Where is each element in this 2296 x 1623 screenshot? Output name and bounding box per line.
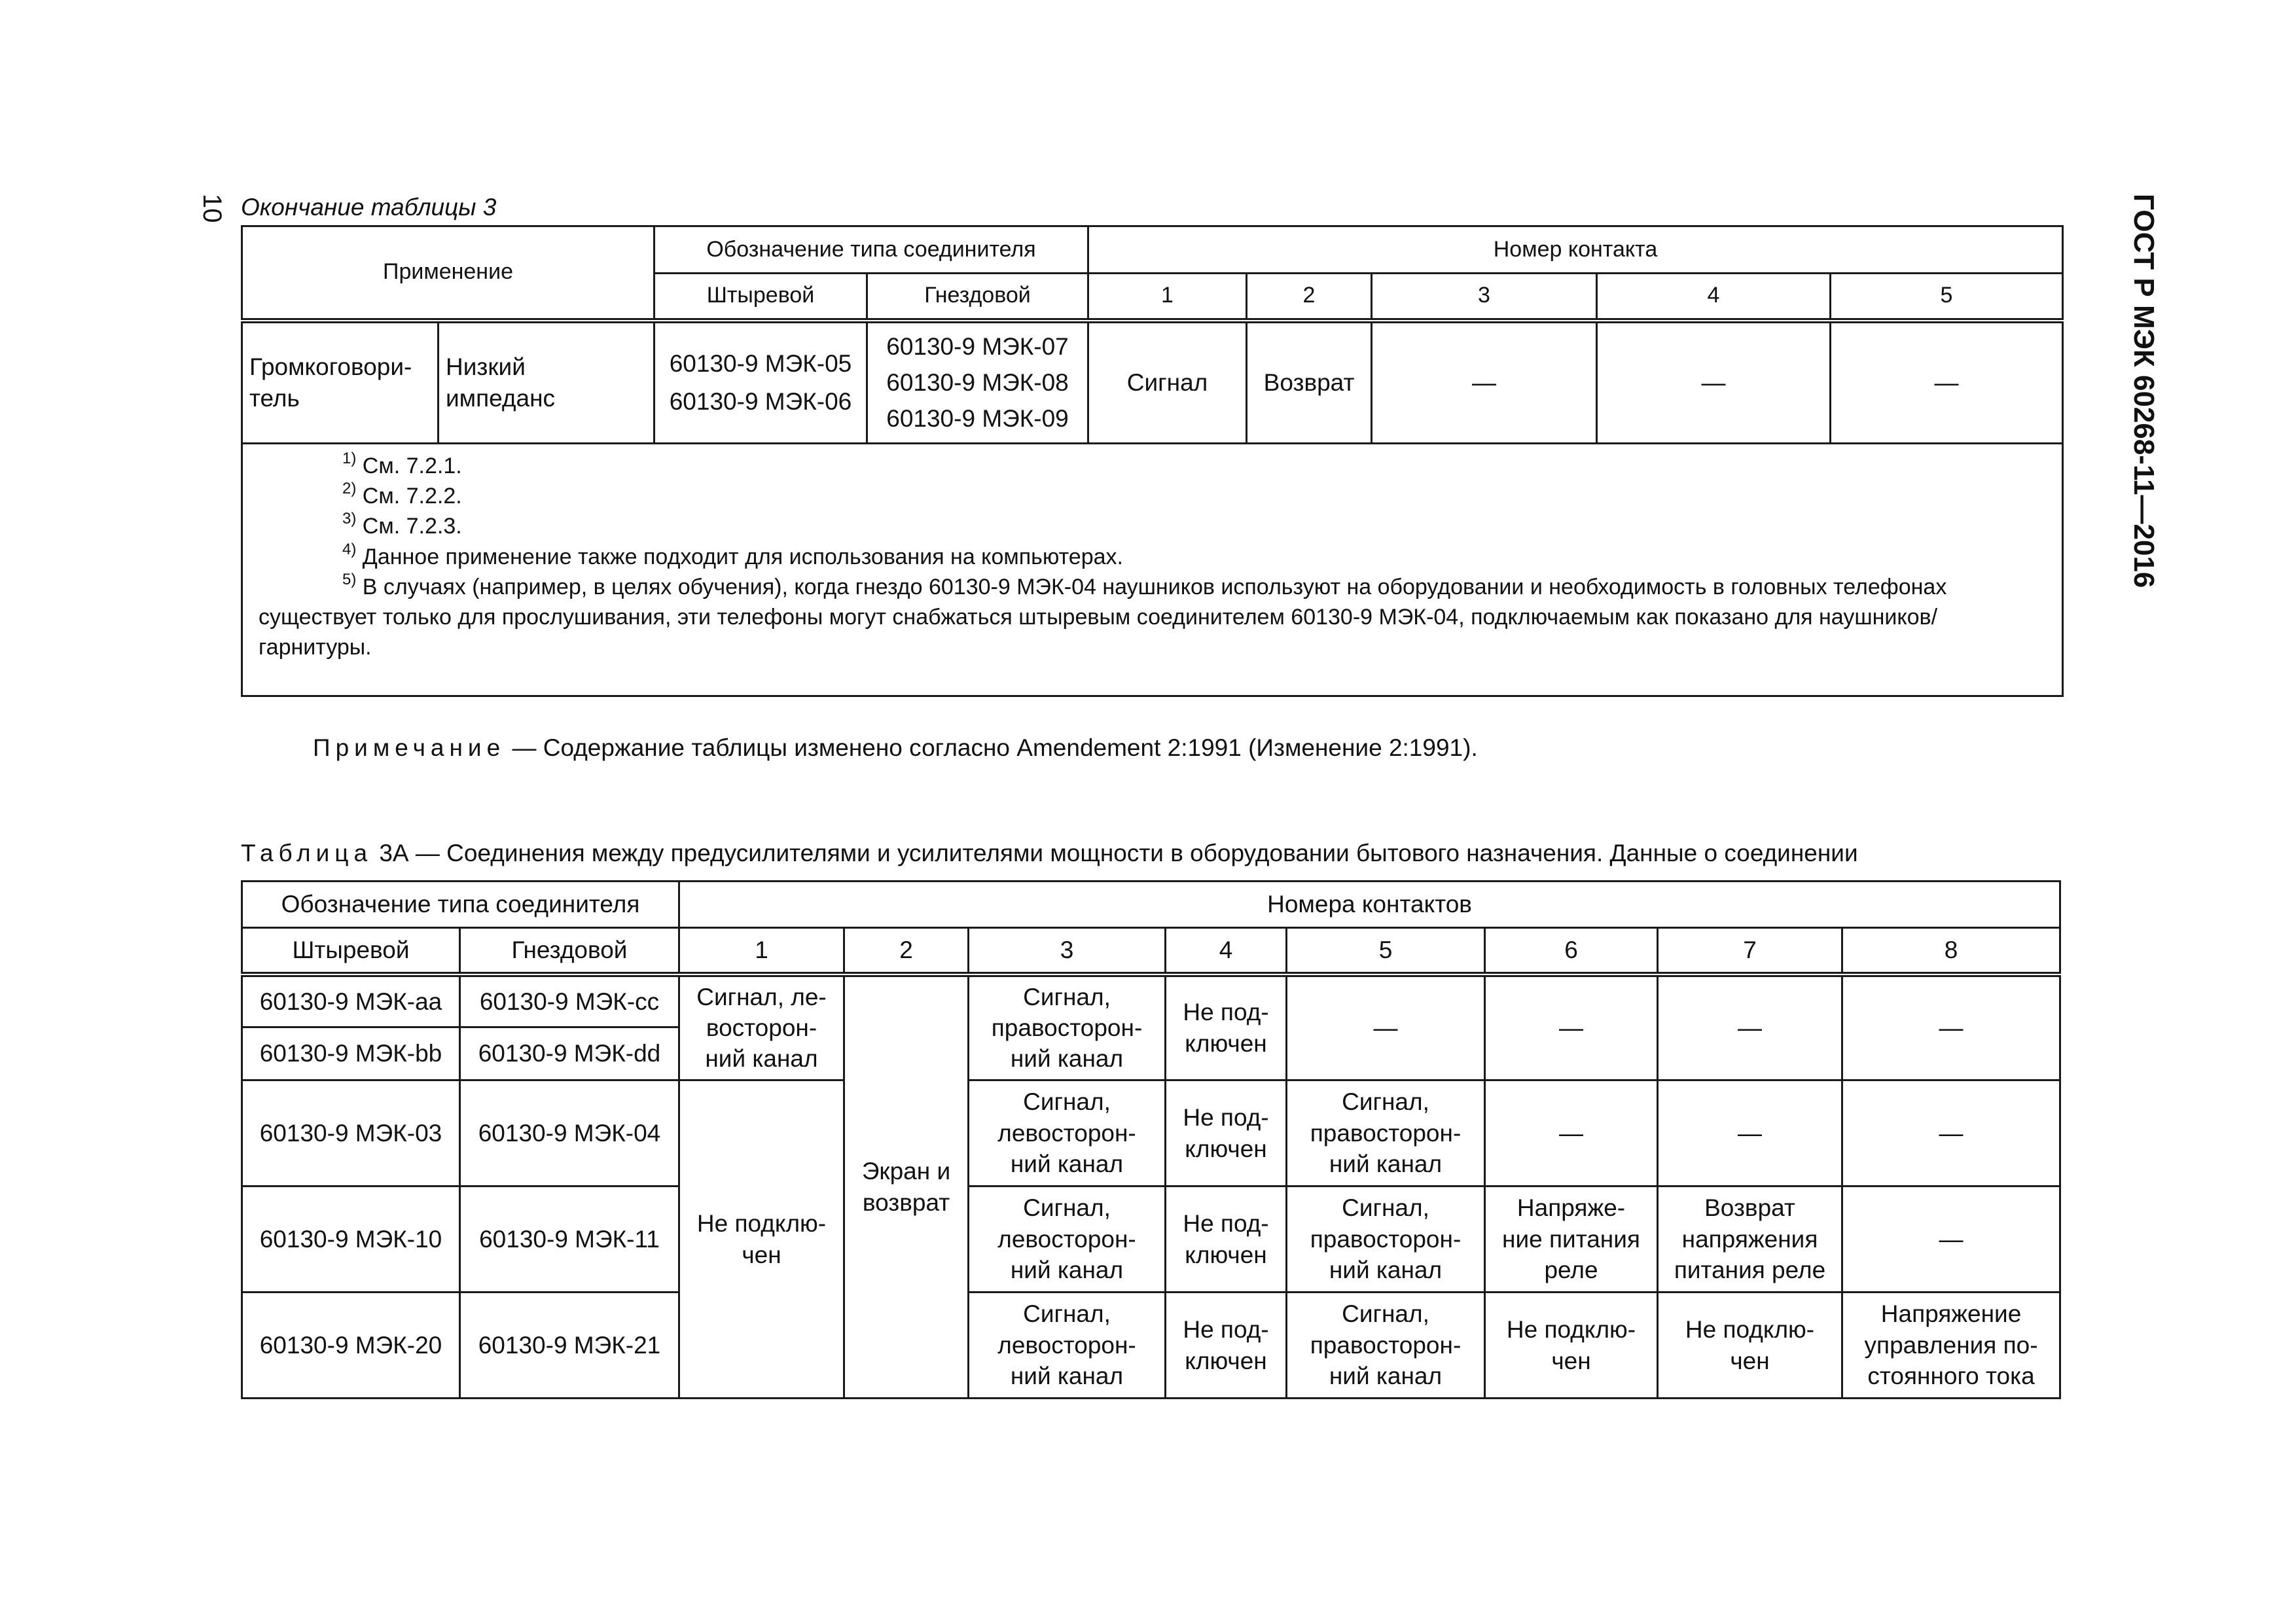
t3-header-contact-5: 5 bbox=[1831, 274, 2063, 321]
t3a-pin: 60130-9 МЭК-bb bbox=[242, 1027, 460, 1080]
t3a-pin: 60130-9 МЭК-aa bbox=[242, 974, 460, 1027]
t3a-socket: 60130-9 МЭК-21 bbox=[460, 1293, 679, 1399]
t3a-r4-contact-3: Сигнал, левосторон- ний канал bbox=[969, 1186, 1166, 1293]
table-row bbox=[242, 1186, 2060, 1293]
t3a-r4-contact-5: Сигнал, правосторон- ний канал bbox=[1287, 1186, 1485, 1293]
t3a-pin: 60130-9 МЭК-10 bbox=[242, 1186, 460, 1293]
t3-contact-5-value: — bbox=[1831, 321, 2063, 444]
t3a-header-contact-4: 4 bbox=[1166, 928, 1287, 974]
t3a-r4-contact-7: Возврат напряжения питания реле bbox=[1658, 1186, 1842, 1293]
t3a-socket: 60130-9 МЭК-11 bbox=[460, 1186, 679, 1293]
t3a-socket: 60130-9 МЭК-cc bbox=[460, 974, 679, 1027]
t3a-pin: 60130-9 МЭК-20 bbox=[242, 1293, 460, 1399]
table-row bbox=[242, 1293, 2060, 1399]
t3a-header-contact-8: 8 bbox=[1842, 928, 2060, 974]
t3a-g1-contact-3: Сигнал, правосторон- ний канал bbox=[969, 974, 1166, 1080]
footnote-3: $^{3)}$ См. 7.2.3. bbox=[342, 510, 462, 539]
t3a-g1-contact-6: — bbox=[1485, 974, 1658, 1080]
t3a-r5-contact-4: Не под- ключен bbox=[1166, 1293, 1287, 1399]
t3a-header-contact-3: 3 bbox=[969, 928, 1166, 974]
t3a-header-contact-5: 5 bbox=[1287, 928, 1485, 974]
t3a-r3-contact-6: — bbox=[1485, 1080, 1658, 1186]
t3a-contact-2-shield-return: Экран и возврат bbox=[844, 974, 969, 1399]
t3a-g1-contact-8: — bbox=[1842, 974, 2060, 1080]
t3a-header-connector-type: Обозначение типа соединителя bbox=[242, 882, 679, 928]
t3a-r4-contact-6: Напряже- ние питания реле bbox=[1485, 1186, 1658, 1293]
t3-contact-4-value: — bbox=[1597, 321, 1831, 444]
t3-socket-3: 60130-9 МЭК-09 bbox=[886, 405, 1069, 433]
t3a-g1-contact-1: Сигнал, ле- восторон- ний канал bbox=[679, 974, 844, 1080]
t3a-r3-contact-3: Сигнал, левосторон- ний канал bbox=[969, 1080, 1166, 1186]
t3-header-connector-type: Обозначение типа соединителя bbox=[655, 226, 1088, 274]
t3-header-contact-2: 2 bbox=[1247, 274, 1372, 321]
t3a-g1-contact-7: — bbox=[1658, 974, 1842, 1080]
t3-contact-3-value: — bbox=[1372, 321, 1597, 444]
t3-pin-1: 60130-9 МЭК-05 bbox=[669, 350, 852, 378]
t3-socket-2: 60130-9 МЭК-08 bbox=[886, 369, 1069, 397]
t3-footnotes bbox=[242, 444, 2063, 696]
page-number: 10 bbox=[198, 194, 226, 223]
t3a-r5-contact-7: Не подклю- чен bbox=[1658, 1293, 1842, 1399]
t3a-socket: 60130-9 МЭК-04 bbox=[460, 1080, 679, 1186]
t3a-header-contact-7: 7 bbox=[1658, 928, 1842, 974]
t3-contact-1-value: Сигнал bbox=[1088, 321, 1247, 444]
t3a-r4-contact-8: — bbox=[1842, 1186, 2060, 1293]
footnote-5: $^{5)}$ В случаях (например, в целях обучения), когда гнездо 60130-9 МЭК-04 наушников используют на оборудовании и необходимость в головных телефонах существует только для прослушивания, эти телефоны могут снабжаться штыревым соединителем 60130-9 МЭК-04, подключаемым как показано для наушников/гарнитуры. bbox=[259, 570, 1947, 660]
t3-header-pin: Штыревой bbox=[655, 274, 867, 321]
note-text: — Содержание таблицы изменено согласно Amendement 2:1991 (Изменение 2:1991). bbox=[505, 734, 1478, 761]
footnote-4: $^{4)}$ Данное применение также подходит для использования на компьютерах. bbox=[342, 540, 1123, 569]
t3-header-contact-1: 1 bbox=[1088, 274, 1247, 321]
t3a-r3-contact-4: Не под- ключен bbox=[1166, 1080, 1287, 1186]
t3a-contact-1-not-connected: Не подклю- чен bbox=[679, 1080, 844, 1399]
table3-continuation-caption: Окончание таблицы 3 bbox=[241, 194, 497, 221]
t3a-r5-contact-6: Не подклю- чен bbox=[1485, 1293, 1658, 1399]
t3-contact-2-value: Возврат bbox=[1247, 321, 1372, 444]
t3a-g1-contact-5: — bbox=[1287, 974, 1485, 1080]
t3-socket-cell bbox=[867, 321, 1088, 444]
t3a-r3-contact-8: — bbox=[1842, 1080, 2060, 1186]
t3-app-low-impedance: Низкий импеданс bbox=[439, 321, 655, 444]
t3a-header-contact-numbers: Номера контактов bbox=[679, 882, 2060, 928]
t3a-header-pin: Штыревой bbox=[242, 928, 460, 974]
t3a-r5-contact-5: Сигнал, правосторон- ний канал bbox=[1287, 1293, 1485, 1399]
t3-header-application: Применение bbox=[242, 226, 655, 321]
t3-header-contact-number: Номер контакта bbox=[1088, 226, 2063, 274]
document-code: ГОСТ Р МЭК 60268-11—2016 bbox=[2128, 194, 2160, 588]
t3a-r5-contact-8: Напряжение управления по- стоянного тока bbox=[1842, 1293, 2060, 1399]
t3a-pin: 60130-9 МЭК-03 bbox=[242, 1080, 460, 1186]
table3a-caption-text: 3А — Соединения между предусилителями и усилителями мощности в оборудовании бытового назначения. Данные о соединении bbox=[372, 840, 1858, 866]
t3a-socket: 60130-9 МЭК-dd bbox=[460, 1027, 679, 1080]
note-label: Примечание bbox=[313, 734, 506, 761]
t3-header-contact-3: 3 bbox=[1372, 274, 1597, 321]
t3a-g1-contact-4: Не под- ключен bbox=[1166, 974, 1287, 1080]
table3a bbox=[241, 880, 2061, 1399]
t3a-r4-contact-4: Не под- ключен bbox=[1166, 1186, 1287, 1293]
table3a-caption bbox=[241, 840, 1858, 867]
t3-app-loudspeaker: Громкоговори- тель bbox=[242, 321, 439, 444]
t3-pin-cell bbox=[655, 321, 867, 444]
table-row bbox=[242, 1080, 2060, 1186]
t3a-header-contact-2: 2 bbox=[844, 928, 969, 974]
t3a-header-contact-6: 6 bbox=[1485, 928, 1658, 974]
t3a-r3-contact-7: — bbox=[1658, 1080, 1842, 1186]
table-row bbox=[242, 974, 2060, 1027]
table-row bbox=[242, 321, 2063, 444]
table3 bbox=[241, 225, 2064, 697]
t3a-r5-contact-3: Сигнал, левосторон- ний канал bbox=[969, 1293, 1166, 1399]
t3-header-contact-4: 4 bbox=[1597, 274, 1831, 321]
t3a-header-socket: Гнездовой bbox=[460, 928, 679, 974]
t3a-r3-contact-5: Сигнал, правосторон- ний канал bbox=[1287, 1080, 1485, 1186]
table-note bbox=[313, 734, 1478, 762]
t3-pin-2: 60130-9 МЭК-06 bbox=[669, 387, 852, 415]
table3a-caption-label: Таблица bbox=[241, 840, 373, 866]
footnote-2: $^{2)}$ См. 7.2.2. bbox=[342, 480, 462, 509]
t3-socket-1: 60130-9 МЭК-07 bbox=[886, 332, 1069, 360]
footnote-1: $^{1)}$ См. 7.2.1. bbox=[342, 450, 462, 478]
t3-header-socket: Гнездовой bbox=[867, 274, 1088, 321]
t3a-header-contact-1: 1 bbox=[679, 928, 844, 974]
